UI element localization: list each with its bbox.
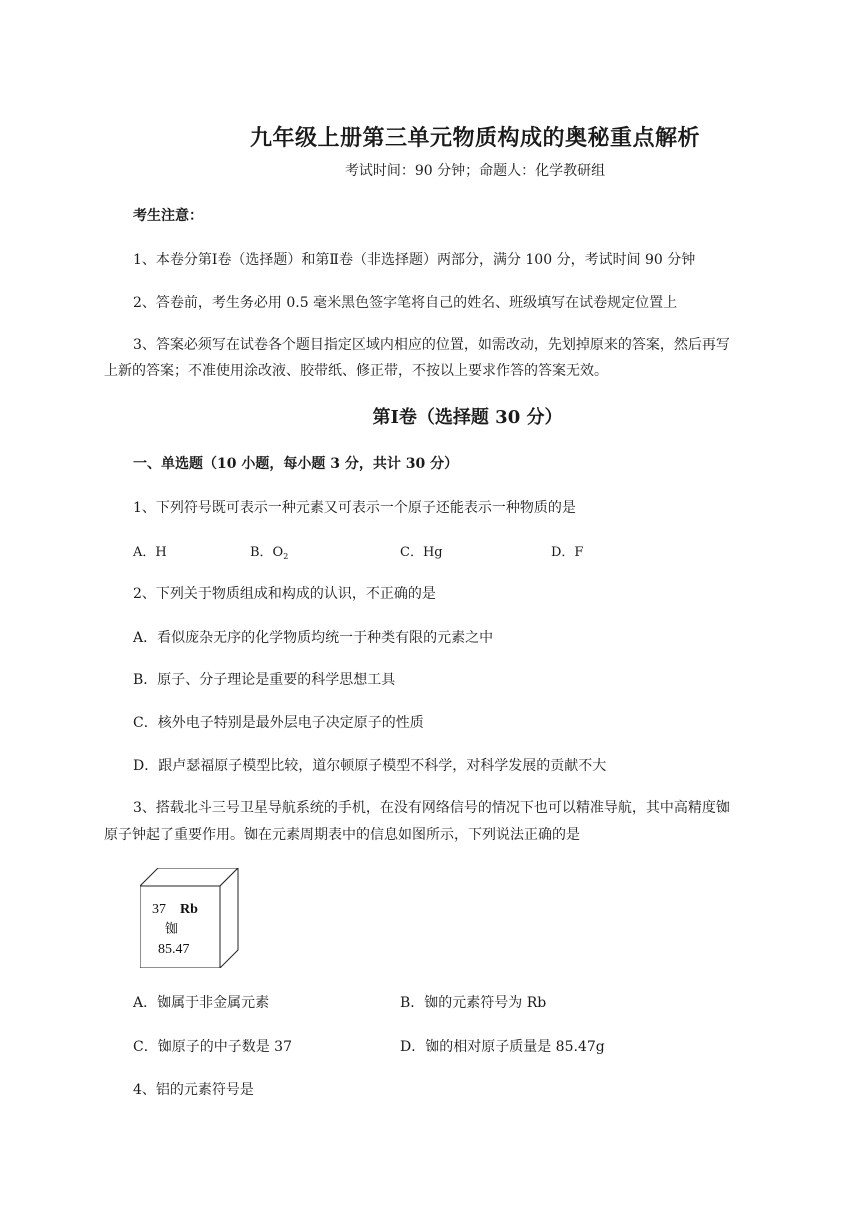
notice-heading: 考生注意：	[133, 208, 203, 224]
rubidium-element-cell	[140, 868, 240, 968]
question-2-stem: 2、下列关于物质组成和构成的认识，不正确的是	[133, 586, 436, 602]
exam-info: 考试时间：90 分钟；命题人：化学教研组	[344, 163, 606, 179]
question-1-option-d: D．F	[551, 545, 584, 560]
section-heading: 一、单选题（10 小题，每小题 3 分，共计 30 分）	[133, 456, 459, 472]
question-3-stem-line-1: 3、搭载北斗三号卫星导航系统的手机，在没有网络信号的情况下也可以精准导航，其中高精度铷	[133, 800, 730, 816]
question-1-option-b: B．$O_2$	[250, 545, 289, 561]
question-2-option-a: A．看似庞杂无序的化学物质均统一于种类有限的元素之中	[133, 630, 494, 646]
section-title: 第Ⅰ卷（选择题 30 分）	[372, 407, 563, 428]
notice-item-3-line-1: 3、答案必须写在试卷各个题目指定区域内相应的位置，如需改动，先划掉原来的答案，然后再写	[133, 337, 730, 353]
question-2-option-d: D．跟卢瑟福原子模型比较，道尔顿原子模型不科学，对科学发展的贡献不大	[133, 758, 607, 774]
question-4-stem: 4、铝的元素符号是	[133, 1082, 254, 1098]
question-3-option-d: D．铷的相对原子质量是 85.47g	[400, 1039, 605, 1055]
element-symbol: Rb	[180, 902, 198, 917]
question-3-option-c: C．铷原子的中子数是 37	[133, 1039, 292, 1055]
question-3-option-b: B．铷的元素符号为 Rb	[400, 995, 547, 1011]
question-1-stem: 1、下列符号既可表示一种元素又可表示一个原子还能表示一种物质的是	[133, 500, 576, 516]
question-2-option-b: B．原子、分子理论是重要的科学思想工具	[133, 672, 396, 688]
notice-item-2: 2、答卷前，考生务必用 0.5 毫米黑色签字笔将自己的姓名、班级填写在试卷规定位置上	[133, 295, 678, 311]
notice-item-1: 1、本卷分第Ⅰ卷（选择题）和第Ⅱ卷（非选择题）两部分，满分 100 分，考试时间 90 分钟	[133, 252, 696, 268]
element-name: 铷	[165, 922, 179, 937]
question-1-option-a: A．H	[133, 545, 167, 560]
question-2-option-c: C．核外电子特别是最外层电子决定原子的性质	[133, 715, 424, 731]
question-3-stem-line-2: 原子钟起了重要作用。铷在元素周期表中的信息如图所示，下列说法正确的是	[104, 827, 580, 843]
question-1-option-c: C．Hg	[400, 545, 443, 560]
document-title: 九年级上册第三单元物质构成的奥秘重点解析	[249, 125, 700, 151]
notice-item-3-line-2: 上新的答案；不准使用涂改液、胶带纸、修正带，不按以上要求作答的答案无效。	[104, 363, 608, 379]
question-3-option-a: A．铷属于非金属元素	[133, 995, 270, 1011]
atomic-number: 37	[152, 902, 166, 917]
atomic-mass: 85.47	[158, 942, 190, 957]
